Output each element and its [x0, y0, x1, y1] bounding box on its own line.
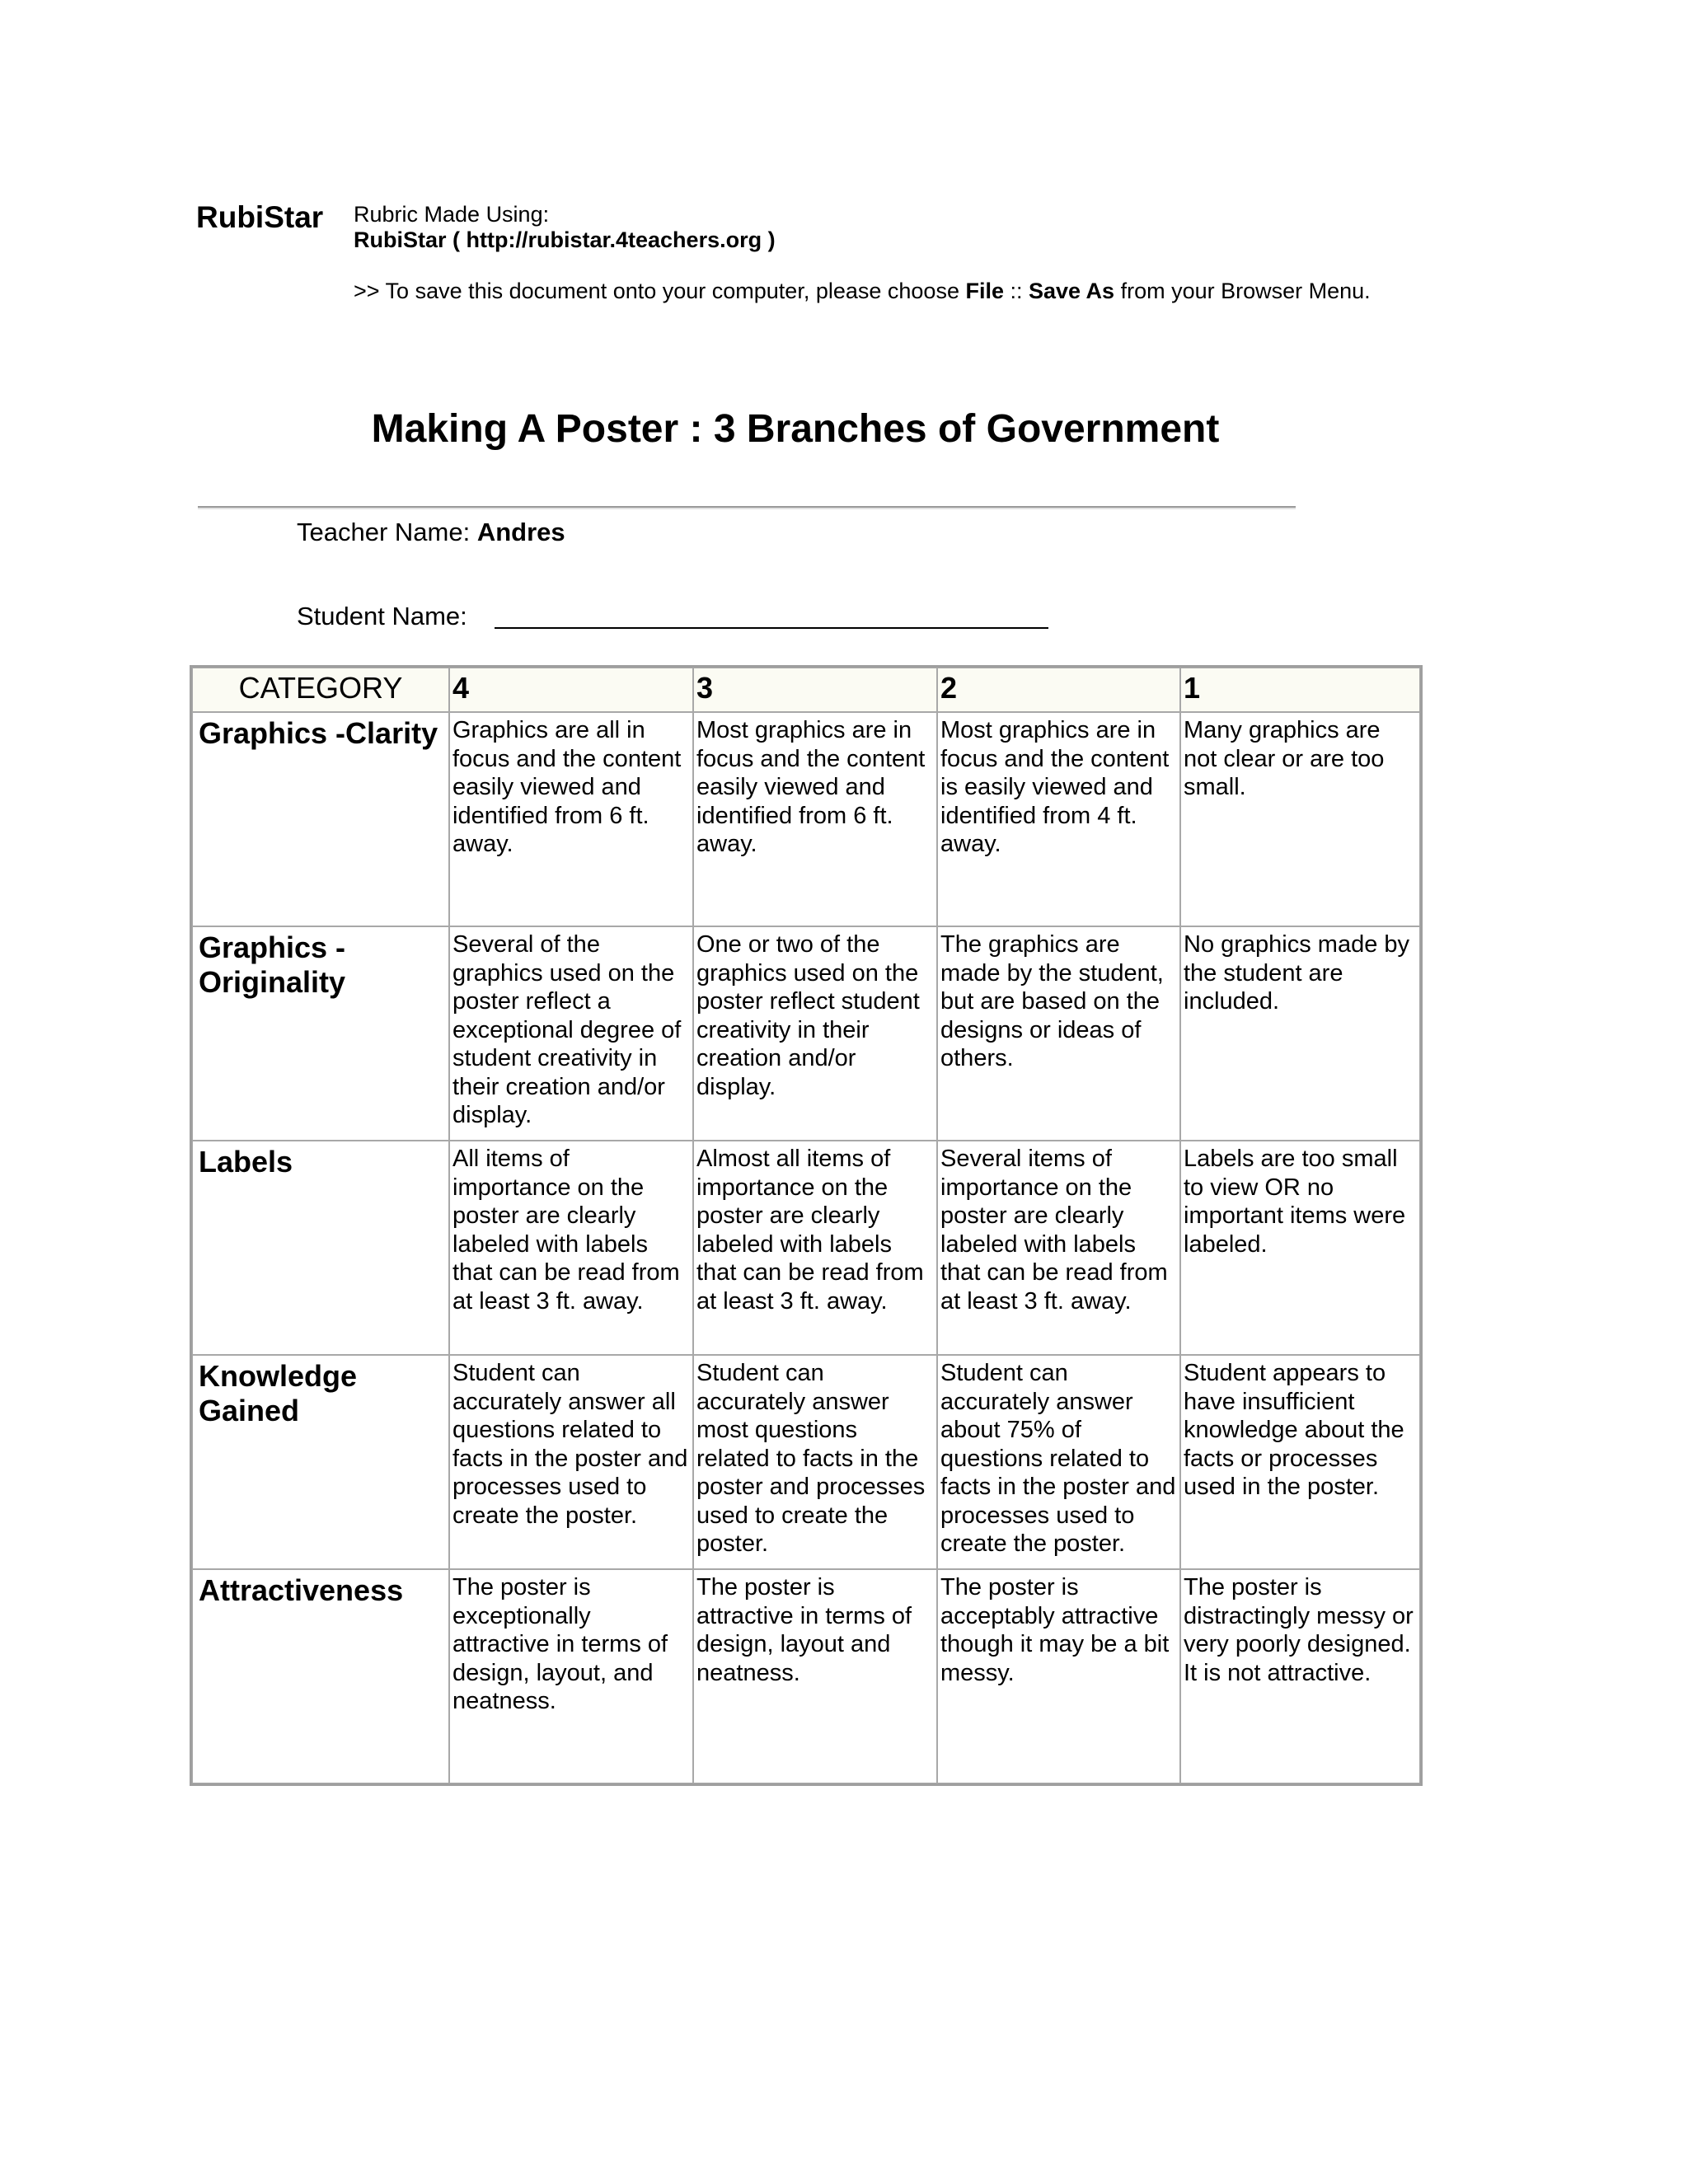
criteria-cell: One or two of the graphics used on the poster reflect student creativity in their creation and/or display. [693, 926, 937, 1141]
save-note-separator: :: [1003, 279, 1029, 303]
title-divider [198, 506, 1296, 509]
table-row [192, 926, 1420, 1141]
table-row [192, 1569, 1420, 1783]
save-note-prefix: >> To save this document onto your computer, please choose [354, 279, 966, 303]
category-cell: Graphics - Originality [192, 926, 449, 1141]
save-note-suffix: from your Browser Menu. [1114, 279, 1371, 303]
category-cell: Labels [192, 1141, 449, 1355]
criteria-cell: No graphics made by the student are included. [1180, 926, 1420, 1141]
criteria-cell: The graphics are made by the student, but are based on the designs or ideas of others. [937, 926, 1180, 1141]
document-title: Making A Poster : 3 Branches of Government [371, 407, 1220, 451]
table-row [192, 712, 1420, 926]
made-using-label: Rubric Made Using: [354, 202, 550, 227]
criteria-cell: Labels are too small to view OR no important items were labeled. [1180, 1141, 1420, 1355]
header-level-3: 3 [693, 668, 937, 712]
table-row [192, 1141, 1420, 1355]
header-level-4: 4 [449, 668, 693, 712]
criteria-cell: Student appears to have insufficient knowledge about the facts or processes used in the poster. [1180, 1355, 1420, 1569]
criteria-cell: Student can accurately answer all questions related to facts in the poster and processes used to create the poster. [449, 1355, 693, 1569]
save-note-save-as: Save As [1029, 279, 1115, 303]
table-row [192, 1355, 1420, 1569]
criteria-cell: The poster is attractive in terms of design, layout and neatness. [693, 1569, 937, 1783]
teacher-name [297, 518, 565, 547]
student-name-blank[interactable] [495, 627, 1048, 629]
criteria-cell: Many graphics are not clear or are too small. [1180, 712, 1420, 926]
teacher-name-label: Teacher Name: [297, 518, 477, 546]
rubric-header-row [192, 668, 1420, 712]
category-cell: Attractiveness [192, 1569, 449, 1783]
criteria-cell: All items of importance on the poster are clearly labeled with labels that can be read from at least 3 ft. away. [449, 1141, 693, 1355]
header-level-2: 2 [937, 668, 1180, 712]
header-category: CATEGORY [192, 668, 449, 712]
brand-name: RubiStar [196, 200, 324, 234]
criteria-cell: Graphics are all in focus and the content easily viewed and identified from 6 ft. away. [449, 712, 693, 926]
criteria-cell: Student can accurately answer about 75% of questions related to facts in the poster and processes used to create the poster. [937, 1355, 1180, 1569]
criteria-cell: Several of the graphics used on the poster reflect a exceptional degree of student creativity in their creation and/or display. [449, 926, 693, 1141]
category-cell: Knowledge Gained [192, 1355, 449, 1569]
criteria-cell: Most graphics are in focus and the content is easily viewed and identified from 4 ft. away. [937, 712, 1180, 926]
made-using-site: RubiStar ( http://rubistar.4teachers.org ) [354, 227, 776, 252]
made-using-note [354, 202, 776, 253]
header-level-1: 1 [1180, 668, 1420, 712]
teacher-name-value: Andres [476, 518, 565, 546]
criteria-cell: The poster is acceptably attractive though it may be a bit messy. [937, 1569, 1180, 1783]
save-note-file: File [965, 279, 1004, 303]
criteria-cell: The poster is distractingly messy or very poorly designed. It is not attractive. [1180, 1569, 1420, 1783]
criteria-cell: Most graphics are in focus and the content easily viewed and identified from 6 ft. away. [693, 712, 937, 926]
category-cell: Graphics -Clarity [192, 712, 449, 926]
criteria-cell: Student can accurately answer most questions related to facts in the poster and processes used to create the poster. [693, 1355, 937, 1569]
criteria-cell: Several items of importance on the poster are clearly labeled with labels that can be read from at least 3 ft. away. [937, 1141, 1180, 1355]
student-name-label: Student Name: [297, 602, 467, 630]
criteria-cell: Almost all items of importance on the poster are clearly labeled with labels that can be read from at least 3 ft. away. [693, 1141, 937, 1355]
save-instructions [354, 279, 1371, 304]
rubric-table [190, 665, 1423, 1786]
criteria-cell: The poster is exceptionally attractive in terms of design, layout, and neatness. [449, 1569, 693, 1783]
